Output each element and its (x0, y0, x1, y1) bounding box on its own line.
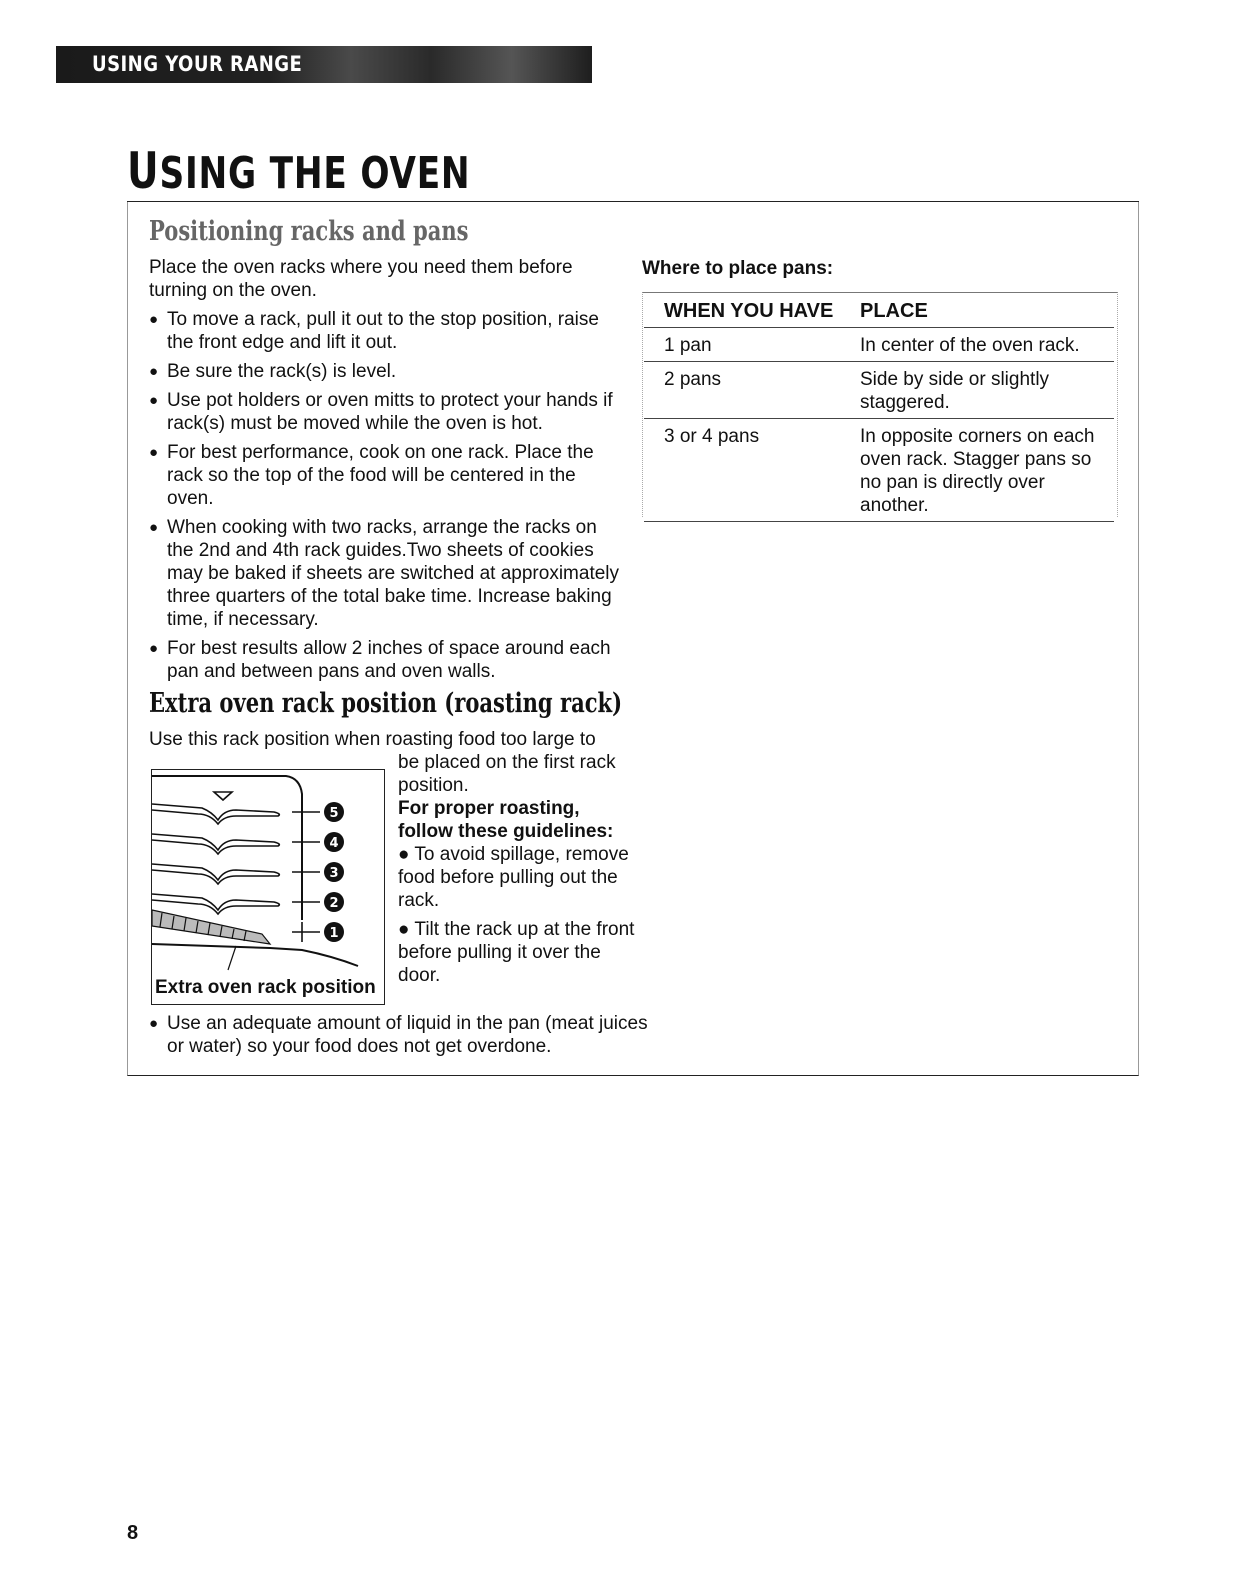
extra-rack-intro-continued: be placed on the first rack position. (398, 752, 616, 796)
page-title-rest: SING THE OVEN (159, 148, 471, 199)
list-item: ● For best results allow 2 inches of space around each pan and between pans and oven walls. (149, 637, 619, 683)
section-banner-title: USING YOUR RANGE (92, 52, 303, 76)
table-cell: 2 pans (644, 362, 840, 419)
extra-rack-bullets (149, 1012, 649, 1058)
list-item-text: Tilt the rack up at the front before pulling it over the door. (398, 919, 635, 986)
table-cell: In opposite corners on each oven rack. Stagger pans so no pan is directly over another. (840, 419, 1114, 522)
pans-table (644, 292, 1114, 522)
table-row (644, 419, 1114, 522)
table-cell: Side by side or slightly staggered. (840, 362, 1114, 419)
diagram-caption: Extra oven rack position (155, 977, 376, 998)
table-cell: 1 pan (644, 328, 840, 362)
table-row (644, 328, 1114, 362)
table-cell: 3 or 4 pans (644, 419, 840, 522)
page-title-initial: U (127, 142, 160, 200)
positioning-section (149, 256, 619, 689)
bullet-icon: ● (398, 919, 410, 940)
rack-4-number: 4 (329, 836, 339, 851)
oven-rack-illustration (152, 770, 384, 1004)
list-item (398, 843, 638, 912)
list-item: ● To move a rack, pull it out to the stop position, raise the front edge and lift it out. (149, 308, 619, 354)
table-header-cell: PLACE (840, 292, 1114, 328)
table-cell: In center of the oven rack. (840, 328, 1114, 362)
rack-1-number: 1 (329, 926, 339, 941)
list-item (398, 918, 638, 987)
list-item: ● Use pot holders or oven mitts to protect your hands if rack(s) must be moved while the oven is hot. (149, 389, 619, 435)
list-item: ● Be sure the rack(s) is level. (149, 360, 619, 383)
table-row (644, 362, 1114, 419)
extra-rack-intro: Use this rack position when roasting food too large to (149, 729, 596, 750)
table-header-row (644, 292, 1114, 328)
positioning-heading: Positioning racks and pans (149, 216, 469, 247)
pans-table-label: Where to place pans: (642, 258, 834, 279)
bullet-icon: ● (398, 844, 410, 865)
extra-rack-side-text (398, 751, 638, 987)
rack-5-number: 5 (329, 806, 339, 821)
guidelines-heading: For proper roasting, follow these guidelines: (398, 798, 614, 842)
list-item: ● For best performance, cook on one rack. Place the rack so the top of the food will be centered in the oven. (149, 441, 619, 510)
rack-3-number: 3 (329, 866, 339, 881)
page-number: 8 (127, 1522, 139, 1544)
list-item: ● Use an adequate amount of liquid in the pan (meat juices or water) so your food does not get overdone. (149, 1012, 649, 1058)
list-item: ● When cooking with two racks, arrange the racks on the 2nd and 4th rack guides.Two sheets of cookies may be baked if sheets are switched at approximately three quarters of the total bake time. Increase baking time, if necessary. (149, 516, 619, 631)
positioning-bullets (149, 308, 619, 683)
page-title (127, 142, 470, 200)
rack-position-diagram (151, 769, 385, 1005)
rack-2-number: 2 (329, 896, 339, 911)
table-header-cell: WHEN YOU HAVE (644, 292, 840, 328)
list-item-text: To avoid spillage, remove food before pulling out the rack. (398, 844, 629, 911)
extra-rack-heading: Extra oven rack position (roasting rack) (149, 688, 623, 719)
positioning-intro: Place the oven racks where you need them before turning on the oven. (149, 257, 573, 301)
extra-rack-bottom (149, 1012, 649, 1064)
